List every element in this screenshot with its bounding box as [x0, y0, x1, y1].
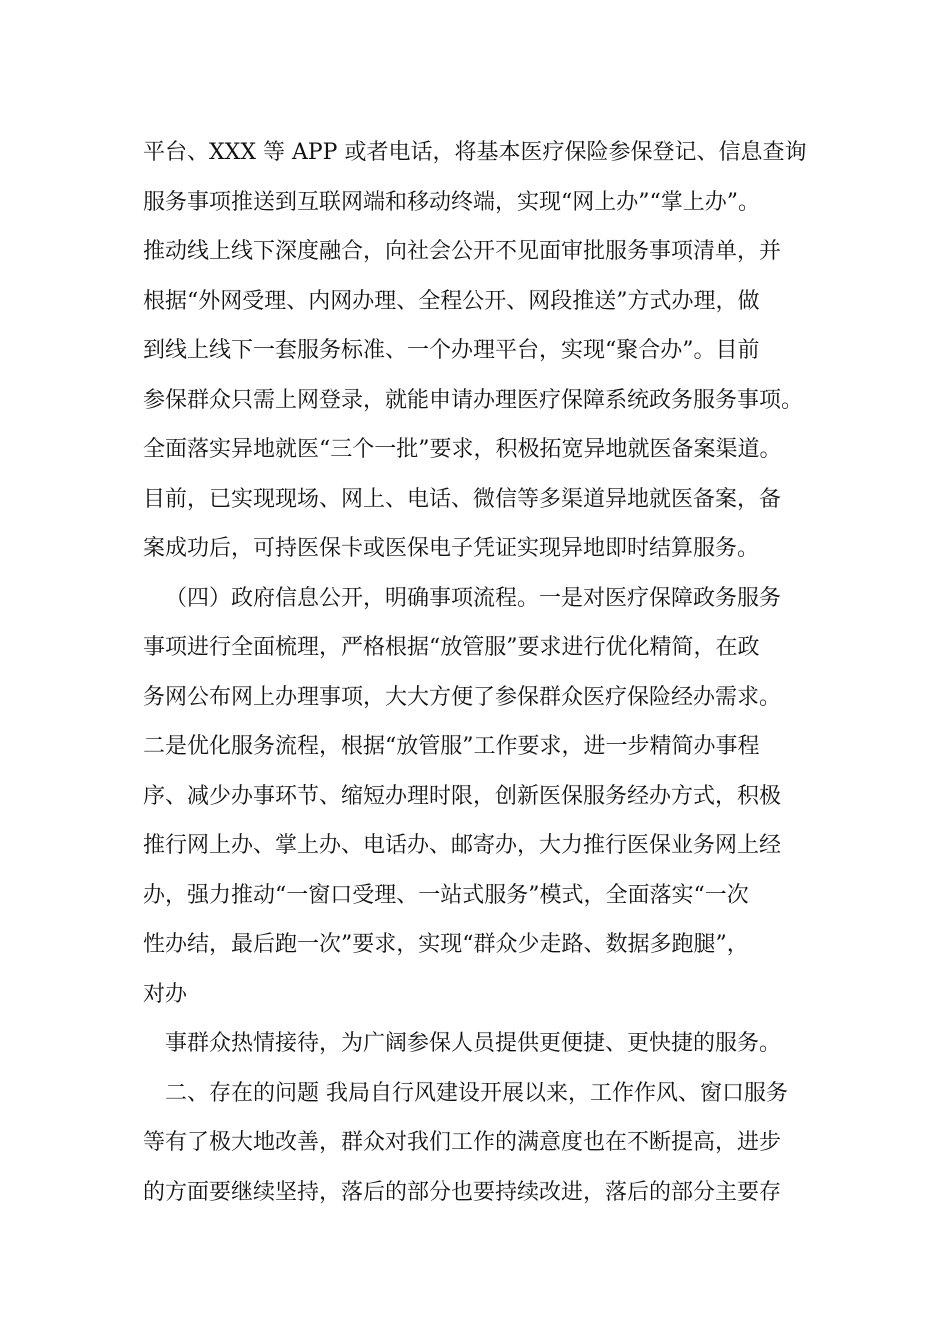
text-line: 等有了极大地改善，群众对我们工作的满意度也在不断提高，进步 — [143, 1130, 782, 1155]
text-line: 事项进行全面梳理，严格根据“放管服”要求进行优化精简，在政 — [143, 635, 760, 660]
section-heading-line: （四）政府信息公开，明确事项流程。一是对医疗保障政务服务 — [165, 585, 782, 611]
text-line: 案成功后，可持医保卡或医保电子凭证实现异地即时结算服务。 — [143, 536, 760, 561]
text-line: 办，强力推动“一窗口受理、一站式服务”模式，全面落实“一次 — [143, 882, 749, 908]
body-text — [143, 128, 823, 1217]
text-line: 参保群众只需上网登录，就能申请办理医疗保障系统政务服务事项。 — [143, 387, 804, 413]
text-line: 推动线上线下深度融合，向社会公开不见面审批服务事项清单，并 — [143, 239, 782, 264]
text-line: 平台、XXX 等 APP 或者电话，将基本医疗保险参保登记、信息查询 — [143, 140, 807, 165]
text-line: 性办结，最后跑一次”要求，实现“群众少走路、数据多跑腿”， — [143, 932, 749, 957]
text-line: 根据“外网受理、内网办理、全程公开、网段推送”方式办理，做 — [143, 288, 760, 314]
text-line: 目前，已实现现场、网上、电话、微信等多渠道异地就医备案，备 — [143, 486, 782, 512]
text-line: 到线上线下一套服务标准、一个办理平台，实现“聚合办”。目前 — [143, 338, 760, 363]
text-line: 推行网上办、掌上办、电话办、邮寄办，大力推行医保业务网上经 — [143, 833, 782, 858]
section-heading-line: 二、存在的问题 我局自行风建设开展以来，工作作风、窗口服务 — [165, 1080, 788, 1106]
text-line: 对办 — [143, 981, 188, 1007]
text-line: 二是优化服务流程，根据“放管服”工作要求，进一步精简办事程 — [143, 734, 760, 759]
text-line: 全面落实异地就医“三个一批”要求，积极拓宽异地就医备案渠道。 — [143, 437, 782, 462]
text-line: 务网公布网上办理事项，大大方便了参保群众医疗保险经办需求。 — [143, 684, 782, 710]
text-line: 的方面要继续坚持，落后的部分也要持续改进，落后的部分主要存 — [143, 1179, 782, 1205]
text-line: 事群众热情接待，为广阔参保人员提供更便捷、更快捷的服务。 — [165, 1031, 782, 1056]
text-line: 序、减少办事环节、缩短办理时限，创新医保服务经办方式，积极 — [143, 783, 782, 809]
text-line: 服务事项推送到互联网端和移动终端，实现“网上办”“掌上办”。 — [143, 189, 760, 215]
